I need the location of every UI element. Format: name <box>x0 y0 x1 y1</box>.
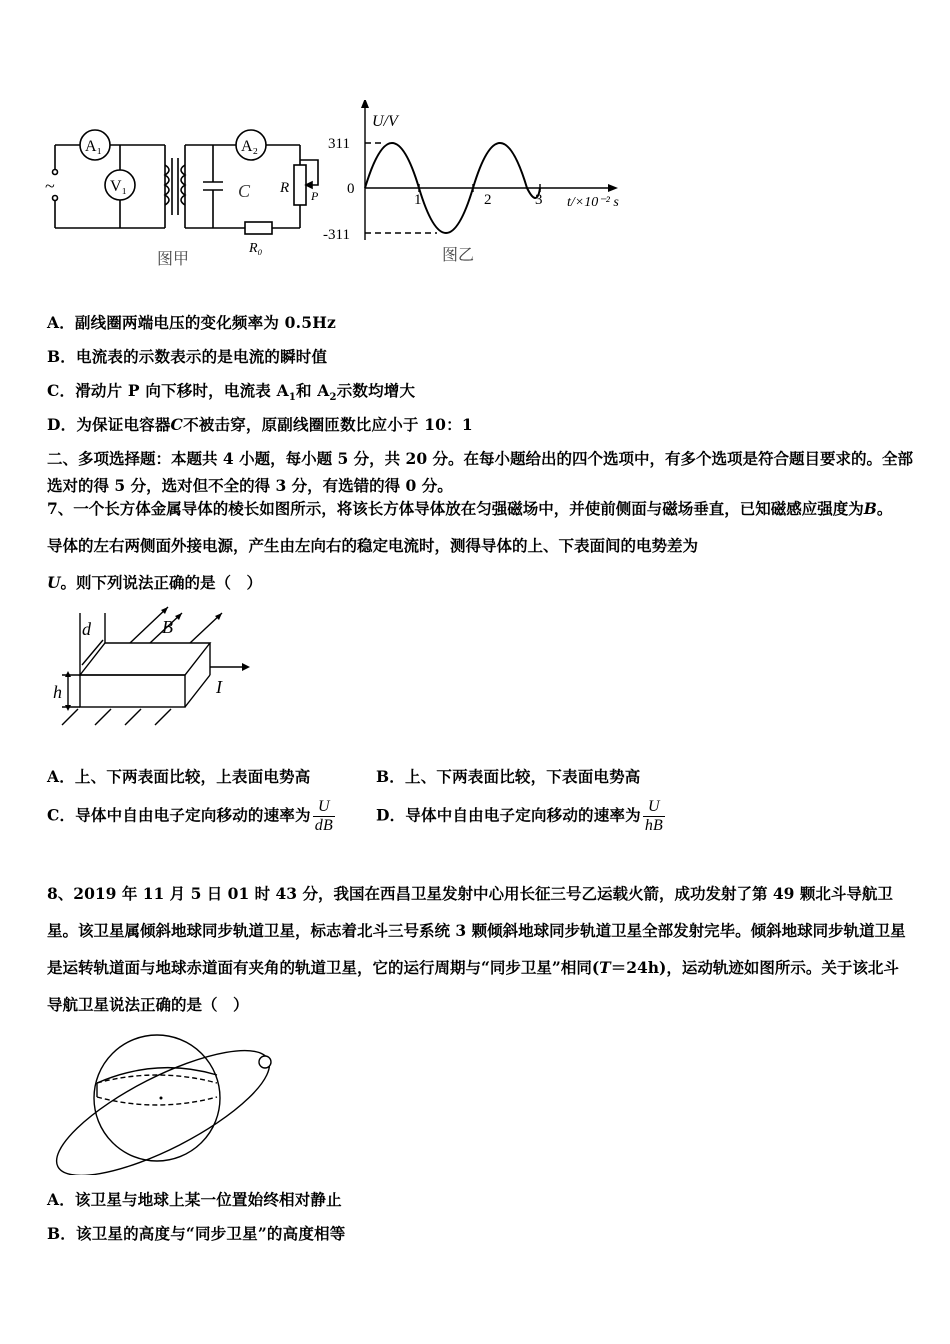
q6-option-c-sub1: 1 <box>288 392 296 404</box>
q6-option-d-post: 不被击穿，原副线圈匝数比应小于 10：1 <box>183 415 473 434</box>
q6-option-c-mid: 和 A <box>295 381 330 400</box>
q8-var-t: T <box>599 958 611 977</box>
q6-option-c <box>47 379 415 403</box>
graph-x-tick-2: 2 <box>484 192 492 208</box>
q6-option-a: A．副线圈两端电压的变化频率为 0.5Hz <box>47 313 337 332</box>
graph-y-min-label: -311 <box>323 227 350 243</box>
q6-option-d-pre: D．为保证电容器 <box>47 415 171 434</box>
q7-stem <box>47 490 907 601</box>
q7-text-a: 7、一个长方体金属导体的棱长如图所示，将该长方体导体放在匀强磁场中，并使前侧面与磁场垂直，已知磁感应强度为 <box>47 499 864 518</box>
graph-x-tick-3: 3 <box>535 192 543 208</box>
ammeter-a2-label: A₂ <box>241 138 259 155</box>
q6-option-c-sub2: 2 <box>329 392 337 404</box>
q7-text-b: 。导体的左右两侧面外接电源，产生由左向右的稳定电流时，测得导体的上、下表面间的电势差为 <box>47 499 893 555</box>
q6-option-d-var: C <box>170 415 184 434</box>
rheostat-label: R <box>280 180 290 196</box>
source-symbol: ~ <box>45 176 55 196</box>
label-h: h <box>53 682 62 702</box>
q7-option-c-denominator: dB <box>314 817 333 834</box>
q7-option-b: B．上、下两表面比较，下表面电势高 <box>376 767 641 786</box>
orbit-figure <box>45 1025 285 1175</box>
q7-option-d <box>376 798 665 835</box>
q7-option-d-text: D．导体中自由电子定向移动的速率为 <box>376 805 641 825</box>
circuit-figure <box>40 100 640 275</box>
graph-y-max-label: 311 <box>328 136 350 152</box>
conductor-block-figure <box>50 605 260 735</box>
q7-var-b: B <box>863 499 877 518</box>
label-b: B <box>162 617 173 637</box>
q7-option-c-text: C．导体中自由电子定向移动的速率为 <box>47 805 311 825</box>
section-2-instructions: 二、多项选择题：本题共 4 小题，每小题 5 分，共 20 分。在每小题给出的四个选项中，有多个选项是符合题目要求的。全部选对的得 5 分，选对但不全的得 3 分，有选错的得 0 分。 <box>47 449 914 495</box>
slider-label: P <box>311 189 319 203</box>
q7-option-c-numerator: U <box>317 798 330 815</box>
q8-text-b: ＝24h)，运动轨迹如图所示。关于该北斗导航卫星说法正确的是（ ） <box>47 958 899 1014</box>
q6-option-b: B．电流表的示数表示的是电流的瞬时值 <box>47 347 328 366</box>
q7-option-d-numerator: U <box>648 798 660 815</box>
graph-x-axis-label: t/×10⁻² s <box>567 195 619 210</box>
q6-option-d <box>47 413 473 435</box>
q7-var-u: U <box>47 573 61 592</box>
q7-text-c: 。则下列说法正确的是（ ） <box>60 573 263 592</box>
q8-option-b: B．该卫星的高度与“同步卫星”的高度相等 <box>47 1224 346 1243</box>
voltmeter-v1-label: V₁ <box>110 178 128 195</box>
label-d: d <box>82 619 91 639</box>
capacitor-label: C <box>238 181 251 201</box>
q7-option-c-fraction <box>313 798 335 835</box>
q7-option-a: A．上、下两表面比较，上表面电势高 <box>47 767 311 786</box>
graph-y-axis-label: U/V <box>372 113 398 130</box>
q7-option-d-fraction <box>643 798 665 835</box>
graph-x-tick-1: 1 <box>414 192 422 208</box>
resistor-r0-label: R₀ <box>249 241 263 256</box>
q8-stem <box>47 875 907 1023</box>
caption-left: 图甲 <box>157 251 190 268</box>
q7-option-c <box>47 798 335 835</box>
q8-text-a: 8、2019 年 11 月 5 日 01 时 43 分，我国在西昌卫星发射中心用长征三号乙运载火箭，成功发射了第 49 颗北斗导航卫星。该卫星属倾斜地球同步轨道卫星，标志着北斗三号系统 3 颗倾斜地球同步轨道卫星全部发射完毕。倾斜地球同步轨道卫星是运转轨道面与地球赤道面有夹角的轨道卫星，它的运行周期与“同步卫星”相同( <box>47 884 906 977</box>
q6-option-c-pre: C．滑动片 P 向下移时，电流表 A <box>47 381 289 400</box>
q6-option-c-post: 示数均增大 <box>336 381 416 400</box>
q8-option-a: A．该卫星与地球上某一位置始终相对静止 <box>47 1190 342 1209</box>
caption-right: 图乙 <box>442 247 475 264</box>
label-i: I <box>216 677 222 697</box>
q7-option-d-denominator: hB <box>644 817 664 834</box>
ammeter-a1-label: A₁ <box>85 138 103 155</box>
graph-origin-label: 0 <box>347 181 355 197</box>
